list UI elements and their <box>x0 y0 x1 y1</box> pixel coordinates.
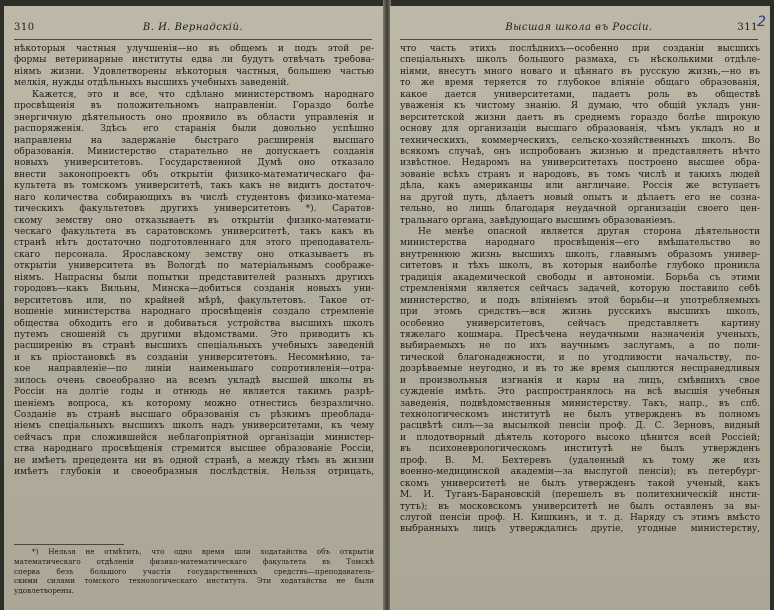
right-page-header <box>400 22 758 36</box>
footnote-rule <box>14 544 124 545</box>
text-line: тяжелаго кошмара. Пресѣчена неудачными назначенiя ученыхъ, <box>400 329 760 340</box>
text-line: особенно университетовъ, сейчасъ представляетъ картину <box>400 318 760 329</box>
text-line: сужденiе имѣть. Это распространялось на всѣ высшiя учебныя <box>400 387 760 398</box>
text-line: что часть этихъ послѣднихъ—особенно при созданiи высшихъ <box>400 44 760 54</box>
text-line: удовлетворены. <box>14 586 74 596</box>
text-line: ческаго факультета въ саратовскомъ университетѣ, такъ какъ въ <box>14 227 374 237</box>
page-number: 310 <box>14 22 35 33</box>
text-line: въ психоневрологическомъ институтѣ не былъ утвержденъ <box>400 444 760 455</box>
page-number: 311 <box>737 22 758 33</box>
text-line: технологическомъ институтѣ не былъ утвержденъ въ полномъ <box>400 410 760 420</box>
text-line: общества обходить его и добиваться устройства высшихъ школъ <box>14 318 374 329</box>
text-line: скомъ университетѣ не былъ утвержденъ такой ученый, какъ <box>400 478 760 489</box>
text-line: Созданiе въ странѣ высшаго образованiя съ рѣзкимъ преоблада- <box>14 410 374 420</box>
text-line: нѣкоторыя частныя улучшенiя—но въ общемъ и подъ этой ре- <box>14 44 374 54</box>
text-line: основу для организацiи высшаго образованiя, чѣмъ укладъ но и <box>400 124 760 135</box>
right-page-text <box>400 44 760 536</box>
text-line: путемъ сношенiй съ другими вѣдомствами. Это приводитъ къ <box>14 329 374 340</box>
running-head: Высшая школа въ Россiи. <box>505 22 653 33</box>
text-line: тическихъ факультетовъ другихъ университетовъ *). Саратов- <box>14 204 374 215</box>
text-line: то же время теряется то глубокое влiянiе общаго образованiя, <box>400 78 760 89</box>
text-line: ства народнаго просвѣщенiя стремится высшее образованiе Россiи, <box>14 444 374 455</box>
text-line: культета въ томскомъ университетѣ, такъ какъ не видитъ достаточ- <box>14 181 374 192</box>
text-line: не имѣетъ прецедента ни въ одной странѣ, а между тѣмъ въ жизни <box>14 455 374 466</box>
text-line: дозрѣваемые неугодно, и въ то же время сыплются несправедливыя <box>400 364 760 375</box>
left-page-header <box>14 22 372 36</box>
handwritten-page-mark: 2 <box>757 14 766 30</box>
text-line: и плодотворный дѣятель которого высоко цѣнится всей Россiей; <box>400 432 760 443</box>
text-line: военно-медицинской академiи—за выслугой пенсiи); въ петербург- <box>400 467 760 478</box>
text-line: техническихъ, коммерческихъ, сельско-хозяйственныхъ школъ. Во <box>400 135 760 146</box>
text-line: направлены на задержанiе быстраго расширенiя высшаго <box>14 135 374 146</box>
text-line: и къ прiостановкѣ въ созданiи университетовъ. Несомнѣнно, та- <box>14 352 374 363</box>
text-line: выбираемыхъ не по ихъ научнымъ заслугамъ, а по поли- <box>400 341 760 352</box>
header-rule <box>400 39 758 40</box>
text-line: Россiи на долгiе годы и отнюдь не является такимъ разрѣ- <box>14 387 374 398</box>
text-line: традицiя академической свободы и автономiи. Борьба съ этими <box>400 272 760 283</box>
text-line: открытiи университета въ Вологдѣ по матерiальнымъ соображе- <box>14 261 374 272</box>
text-line: расцвѣтѣ силъ—за высылкой пенсiи проф. Д. С. Зерновъ, видный <box>400 421 760 432</box>
text-line: формы ветеринарные институты едва ли будутъ отвѣчать требова- <box>14 55 374 66</box>
text-line: нiемъ спецiальныхъ высшихъ школъ надъ университетами, къ чему <box>14 421 374 432</box>
text-line: тутъ); въ московскомъ университетѣ не былъ оставленъ за вы- <box>400 501 760 512</box>
text-line: министерства народнаго просвѣщенiя—его вмѣшательство во <box>400 238 760 249</box>
text-line: верситетской жизни даетъ въ среднемъ гораздо болѣе широкую <box>400 112 760 123</box>
text-line: новыхъ университетовъ. Государственной Думѣ оно отказало <box>14 158 374 169</box>
text-line: заведенiя, подвѣдомственныя министерству. Такъ, напр., въ спб. <box>400 398 760 409</box>
text-line: тической благонадежности, и по угодливости начальству, по- <box>400 352 760 363</box>
text-line: проф. В. М. Бехтеревъ (удаленный къ тому же изъ <box>400 455 760 466</box>
footnote <box>14 547 374 596</box>
text-line: слугой пенсiи проф. Н. Кишкинъ, и т. д. Наряду съ этимъ вмѣсто <box>400 512 760 523</box>
text-line: скими силами томского технологическаго института. Эти ходатайства не были <box>14 576 374 586</box>
text-line: зованiе всѣхъ странъ и народовъ, въ томъ числѣ и такихъ людей <box>400 169 760 180</box>
text-line: всякомъ случаѣ, онъ испробованъ жизнью и представляетъ нѣчто <box>400 146 760 157</box>
running-head: В. И. Вернадскiй. <box>142 22 244 33</box>
text-line: на другой путь, дѣлаетъ новый опытъ и дѣлаетъ его не созна- <box>400 192 760 203</box>
left-page <box>4 6 384 610</box>
text-line: математическаго отдѣленiя физико-математическаго факультета въ Томскѣ <box>14 556 374 566</box>
text-line: выбранныхъ лицъ утверждались другiе, угодные министерству, <box>400 524 760 535</box>
text-line: стремленiями является сейчасъ задачей, которую поставило себѣ <box>400 284 760 295</box>
text-line: ситетовъ и тѣхъ школъ, въ которыя наиболѣе глубоко проникла <box>400 261 760 272</box>
text-line: сейчасъ при сложившейся неблагопрiятной органiзацiи министер- <box>14 432 374 443</box>
text-line: ношенiе министерства народнаго просвѣщенiя создало стремленiе <box>14 307 374 318</box>
text-line: Кажется, это и все, что сдѣлано министерствомъ народнаго <box>32 89 374 100</box>
text-line: дѣла, какъ американцы или англичане. Россiя же вступаетъ <box>400 181 760 192</box>
text-line: наго количества собирающихъ въ числѣ студентовъ физико-матема- <box>14 192 374 203</box>
text-line: при этомъ средствъ—вся жизнь русскихъ высшихъ школъ, <box>400 307 760 318</box>
text-line: имѣетъ глубокiя и своеобразныя послѣдствiя. Нельзя отрицать, <box>14 467 374 478</box>
text-line: нiямъ. Напрасны были попытки представителей разныхъ другихъ <box>14 272 374 283</box>
text-line: городовъ—какъ Вильны, Минска—добиться созданiя новыхъ уни- <box>14 284 374 295</box>
text-line: извѣстное. Недаромъ на университетахъ построено высшее обра- <box>400 158 760 169</box>
text-line: скому земству оно отказываетъ въ открытiи физико-математи- <box>14 215 374 226</box>
text-line: верситетовъ или, по крайней мѣрѣ, факультетовъ. Такое от- <box>14 295 374 306</box>
text-line: тральнаго органа, завѣдующаго высшимъ образованiемъ. <box>400 215 676 226</box>
left-page-text <box>14 44 374 479</box>
text-line: тельно, но лишь благодаря неудачной организацiи своего цен- <box>400 204 760 215</box>
text-line: сперва безъ большого участiя государственныхъ средствъ—преподаватель- <box>14 566 374 576</box>
text-line: кое направленiе—по линiи наименьшаго сопротивленiя—отра- <box>14 364 374 375</box>
text-line: внести законопроектъ объ открытiи физико-математическаго фа- <box>14 169 374 180</box>
text-line: Не менѣе опасной является другая сторона дѣятельности <box>418 227 760 237</box>
text-line: просвѣщенiя въ положительномъ направленiи. Гораздо болѣе <box>14 101 374 112</box>
text-line: мелкiя, нужды отдѣльныхъ высшихъ учебныхъ заведенiй. <box>14 78 290 89</box>
text-line: энергичную дѣятельность оно проявило въ области управленiя и <box>14 112 374 123</box>
text-line: шенiемъ вопроса, къ которому можно отнестись безразлично. <box>14 398 374 409</box>
text-line: расширенiю въ странѣ высшихъ спецiальныхъ учебныхъ заведенiй <box>14 341 374 352</box>
text-line: образованiя. Министерство старательно не допускаетъ созданiя <box>14 146 374 157</box>
text-line: нiямъ жизни. Удовлетворены нѣкоторыя частныя, большею частью <box>14 66 374 77</box>
text-line: какое дается университетами, падаетъ роль въ обществѣ <box>400 89 760 100</box>
text-line: и произвольныя изгнанiя и кары на лицъ, смѣвшихъ свое <box>400 375 760 386</box>
text-line: странѣ нѣтъ достаточно подготовленнаго для этого преподаватель- <box>14 238 374 249</box>
text-line: министерство, и подъ влiянiемъ этой борьбы—и употребляемыхъ <box>400 295 760 306</box>
text-line: *) Нельзя не отмѣтить, что одно время шли ходатайства объ открытiи <box>32 547 374 556</box>
text-line: зилось очень своеобразно на всемъ укладѣ высшей школы въ <box>14 375 374 386</box>
text-line: уваженiя къ чистому знанiю. Я думаю, что общiй укладъ уни- <box>400 101 760 112</box>
right-page <box>390 6 770 610</box>
text-line: нiями, внесутъ много новаго и цѣннаго въ русскую жизнь,—но въ <box>400 66 760 77</box>
header-rule <box>14 39 372 40</box>
text-line: распоряженiя. Здѣсь его старанiя были довольно успѣшно <box>14 124 374 135</box>
text-line: М. И. Туганъ-Барановскiй (перешелъ въ политехническiй инсти- <box>400 490 760 501</box>
text-line: внутреннюю жизнь высшихъ школъ, главнымъ образомъ универ- <box>400 249 760 260</box>
text-line: скаго персонала. Ярославскому земству оно отказываетъ въ <box>14 249 374 260</box>
text-line: спецiальныхъ школъ большого размаха, съ нѣсколькими отдѣле- <box>400 55 760 66</box>
